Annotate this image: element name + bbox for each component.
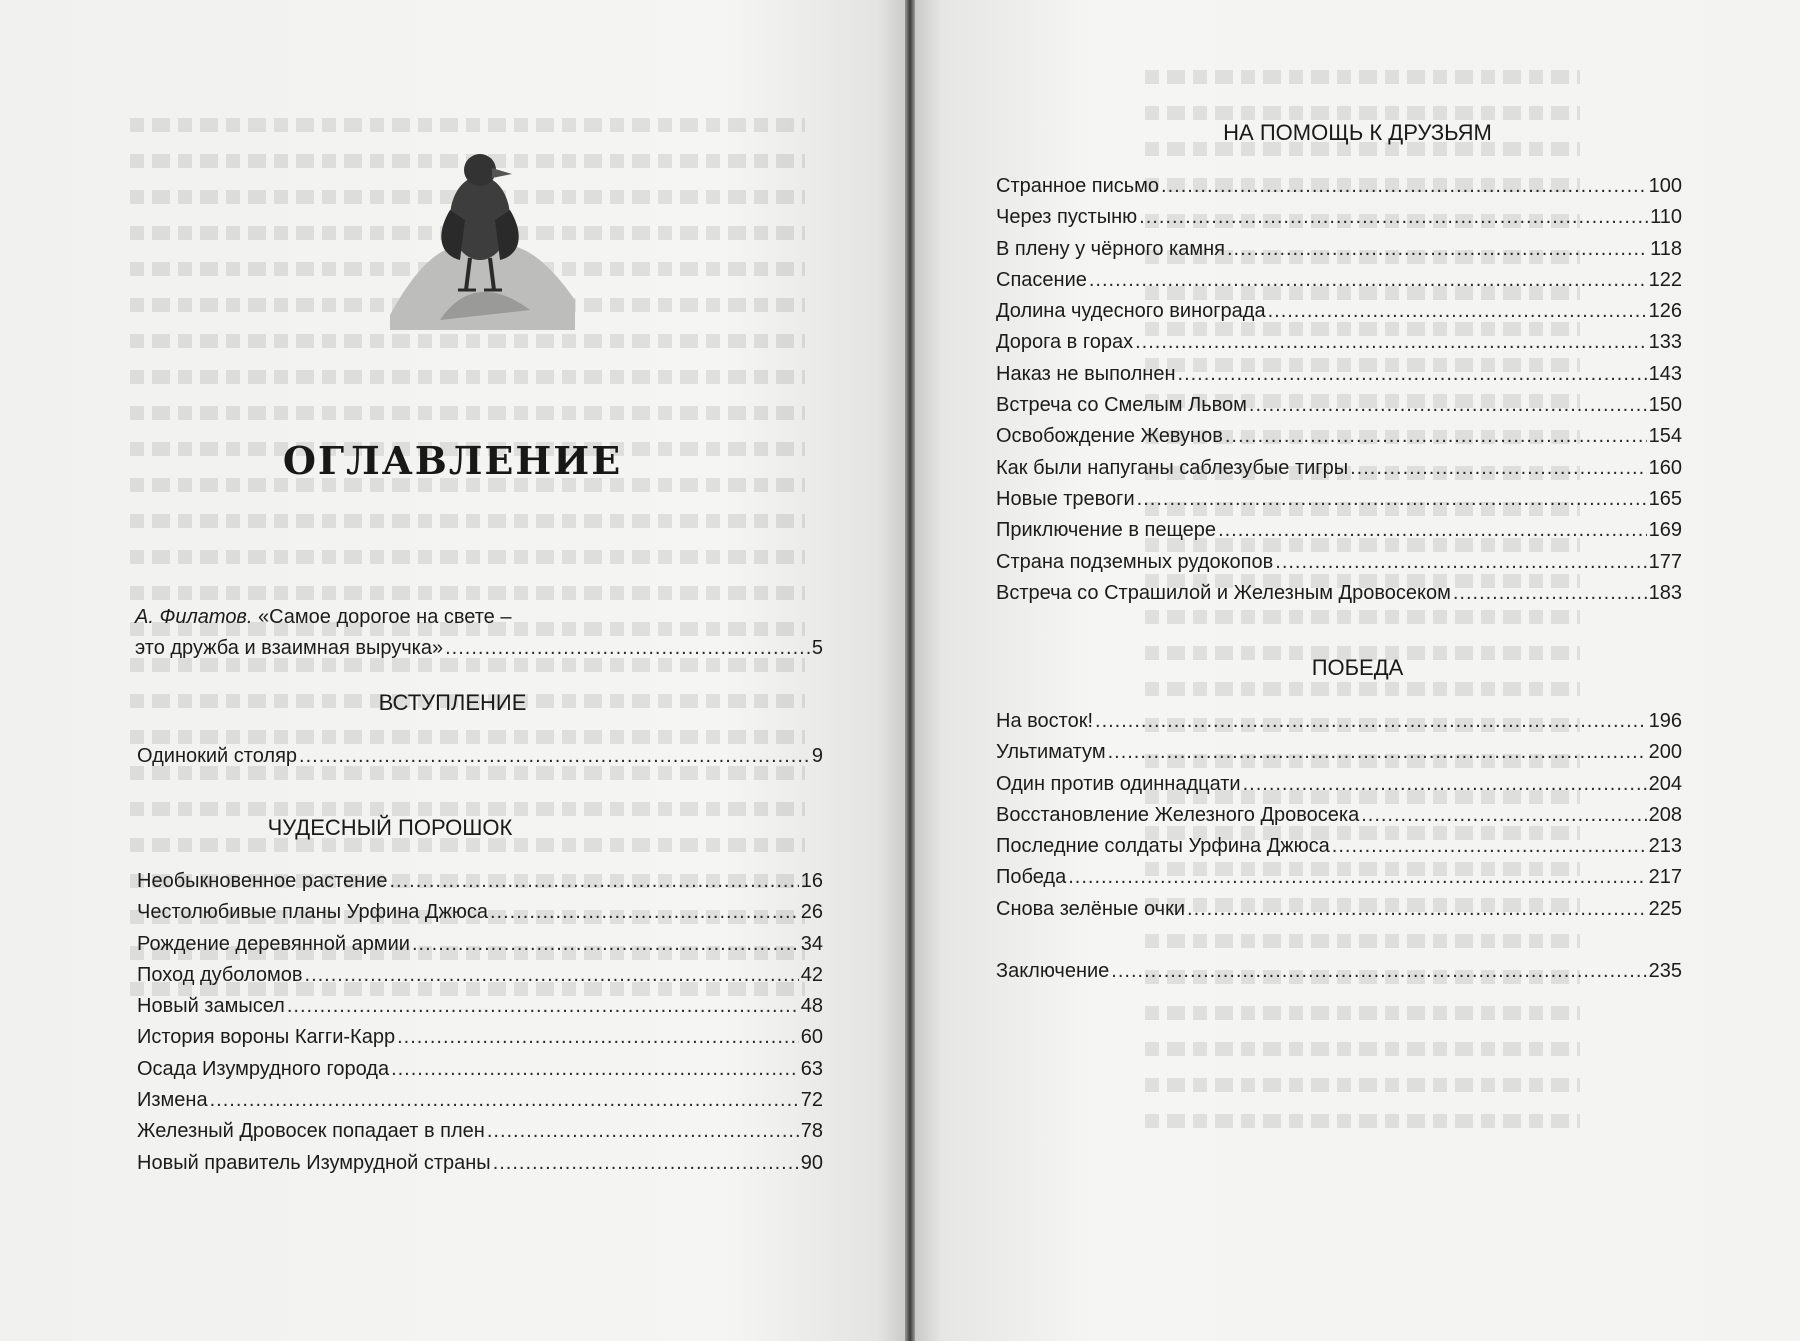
- dot-leader: [1275, 547, 1646, 578]
- toc-row: [137, 929, 823, 960]
- toc-row: [996, 515, 1682, 546]
- chapter-page: 60: [800, 1026, 823, 1049]
- toc-list: [137, 866, 823, 1179]
- toc-row: [996, 578, 1682, 609]
- chapter-page: 196: [1648, 710, 1682, 732]
- toc-row: [996, 453, 1682, 484]
- intro-title-line2: это дружба и взаимная выручка»: [135, 637, 444, 659]
- chapter-title: Встреча со Страшилой и Железным Дровосеком: [996, 581, 1451, 604]
- chapter-page: 118: [1650, 237, 1682, 260]
- chapter-title: Одинокий столяр: [137, 745, 298, 767]
- chapter-title: Необыкновенное растение: [137, 870, 388, 892]
- chapter-page: 122: [1648, 268, 1682, 291]
- dot-leader: [1218, 515, 1647, 546]
- crow-illustration: [380, 140, 580, 330]
- toc-row: [137, 866, 823, 897]
- dot-leader: [487, 1116, 799, 1147]
- chapter-page: 48: [800, 995, 823, 1018]
- chapter-page: 34: [800, 932, 823, 955]
- chapter-title: Один против одиннадцати: [996, 772, 1241, 795]
- toc-row: [996, 862, 1682, 893]
- chapter-page: 26: [800, 901, 823, 924]
- chapter-title: На восток!: [996, 710, 1094, 732]
- dot-leader: [1095, 706, 1647, 737]
- chapter-title: Освобождение Жевунов: [996, 425, 1223, 448]
- chapter-page: 90: [800, 1151, 823, 1174]
- dot-leader: [1178, 359, 1647, 390]
- chapter-title: Новый замысел: [137, 995, 285, 1018]
- conclusion-page: 235: [1648, 960, 1682, 982]
- chapter-page: 78: [800, 1120, 823, 1143]
- chapter-page: 217: [1648, 866, 1682, 889]
- dot-leader: [1068, 862, 1646, 893]
- chapter-title: Через пустыню: [996, 206, 1138, 229]
- toc-list: [137, 741, 823, 772]
- intro-author: А. Филатов.: [135, 606, 253, 628]
- toc-row: [137, 741, 823, 772]
- toc-list: [996, 171, 1682, 609]
- dot-leader: [1350, 453, 1647, 484]
- chapter-title: Восстановление Железного Дровосека: [996, 803, 1360, 826]
- dot-leader: [1187, 894, 1647, 925]
- chapter-title: Спасение: [996, 268, 1087, 291]
- dot-leader: [1135, 327, 1647, 358]
- toc-row: [996, 800, 1682, 831]
- chapter-page: 160: [1648, 456, 1682, 479]
- chapter-page: 100: [1648, 175, 1682, 197]
- chapter-title: Как были напуганы саблезубые тигры: [996, 456, 1349, 479]
- toc-list: [996, 956, 1682, 987]
- chapter-page: 143: [1648, 362, 1682, 385]
- toc-row: [996, 202, 1682, 233]
- toc-row: [996, 547, 1682, 578]
- dot-leader: [412, 929, 799, 960]
- toc-row: [137, 960, 823, 991]
- chapter-title: Ультиматум: [996, 741, 1106, 764]
- chapter-title: Рождение деревянной армии: [137, 932, 410, 955]
- dot-leader: [299, 741, 810, 772]
- chapter-title: Последние солдаты Урфина Джюса: [996, 835, 1330, 858]
- chapter-title: Новый правитель Изумрудной страны: [137, 1151, 491, 1174]
- toc-row: [996, 390, 1682, 421]
- chapter-title: Странное письмо: [996, 175, 1160, 197]
- toc-row: [137, 1022, 823, 1053]
- section-heading: ЧУДЕСНЫЙ ПОРОШОК: [267, 815, 513, 840]
- toc-row: [137, 1054, 823, 1085]
- dot-leader: [1453, 578, 1647, 609]
- dot-leader: [397, 1022, 799, 1053]
- chapter-title: Дорога в горах: [996, 331, 1134, 354]
- toc-row: [996, 327, 1682, 358]
- dot-leader: [1139, 202, 1648, 233]
- chapter-page: 213: [1648, 835, 1682, 858]
- toc-row: [996, 956, 1682, 987]
- toc-row: [996, 171, 1682, 202]
- chapter-page: 183: [1648, 581, 1682, 604]
- chapter-page: 9: [811, 745, 823, 767]
- section-heading: ПОБЕДА: [1311, 655, 1404, 680]
- chapter-title: Страна подземных рудокопов: [996, 550, 1274, 573]
- chapter-page: 154: [1648, 425, 1682, 448]
- toc-intro-entry: [135, 602, 823, 664]
- dot-leader: [1089, 265, 1647, 296]
- right-page: [915, 0, 1800, 1341]
- toc-row: [996, 265, 1682, 296]
- toc-row: [996, 769, 1682, 800]
- dot-leader: [1225, 421, 1647, 452]
- toc-row: [996, 234, 1682, 265]
- toc-row: [137, 1116, 823, 1147]
- chapter-page: 169: [1648, 519, 1682, 542]
- toc-row: [137, 1148, 823, 1179]
- dot-leader: [445, 633, 810, 664]
- chapter-title: Снова зелёные очки: [996, 897, 1186, 920]
- chapter-page: 16: [800, 870, 823, 892]
- section-heading: ВСТУПЛЕНИЕ: [378, 690, 527, 715]
- dot-leader: [1332, 831, 1647, 862]
- toc-row: [996, 894, 1682, 925]
- dot-leader: [1268, 296, 1647, 327]
- chapter-page: 42: [800, 963, 823, 986]
- chapter-title: Честолюбивые планы Урфина Джюса: [137, 901, 488, 924]
- chapter-page: 177: [1648, 550, 1682, 573]
- dot-leader: [390, 866, 799, 897]
- dot-leader: [287, 991, 799, 1022]
- dot-leader: [1249, 390, 1647, 421]
- chapter-page: 63: [800, 1057, 823, 1080]
- chapter-title: Долина чудесного винограда: [996, 300, 1266, 323]
- chapter-page: 225: [1648, 897, 1682, 920]
- chapter-page: 200: [1648, 741, 1682, 764]
- chapter-page: 110: [1650, 206, 1682, 229]
- chapter-title: Новые тревоги: [996, 487, 1135, 510]
- chapter-title: В плену у чёрного камня: [996, 237, 1225, 260]
- chapter-title: История вороны Кагги-Карр: [137, 1026, 396, 1049]
- dot-leader: [1243, 769, 1647, 800]
- chapter-page: 165: [1648, 487, 1682, 510]
- dot-leader: [1111, 956, 1646, 987]
- chapter-page: 72: [800, 1089, 823, 1112]
- intro-title-line1: «Самое дорогое на свете –: [258, 606, 512, 628]
- dot-leader: [490, 897, 799, 928]
- toc-row: [996, 421, 1682, 452]
- chapter-title: Железный Дровосек попадает в плен: [137, 1120, 485, 1143]
- chapter-title: Встреча со Смелым Львом: [996, 394, 1247, 417]
- toc-row: [137, 991, 823, 1022]
- chapter-title: Наказ не выполнен: [996, 362, 1176, 385]
- chapter-title: Победа: [996, 866, 1067, 889]
- conclusion-title: Заключение: [996, 960, 1110, 982]
- chapter-title: Поход дуболомов: [137, 963, 303, 986]
- chapter-page: 204: [1648, 772, 1682, 795]
- toc-row: [996, 359, 1682, 390]
- toc-row: [996, 706, 1682, 737]
- chapter-page: 126: [1648, 300, 1682, 323]
- dot-leader: [493, 1148, 799, 1179]
- intro-page: 5: [811, 637, 823, 659]
- dot-leader: [1161, 171, 1647, 202]
- chapter-page: 208: [1648, 803, 1682, 826]
- chapter-title: Измена: [137, 1089, 208, 1112]
- toc-row: [137, 897, 823, 928]
- toc-row: [137, 1085, 823, 1116]
- toc-row: [135, 633, 823, 664]
- dot-leader: [1361, 800, 1646, 831]
- dot-leader: [391, 1054, 799, 1085]
- dot-leader: [210, 1085, 799, 1116]
- dot-leader: [1227, 234, 1648, 265]
- dot-leader: [1137, 484, 1647, 515]
- section-heading: НА ПОМОЩЬ К ДРУЗЬЯМ: [1223, 120, 1492, 145]
- toc-list: [996, 706, 1682, 925]
- page-title: ОГЛАВЛЕНИЕ: [282, 438, 623, 483]
- book-gutter: [905, 0, 915, 1341]
- toc-row: [996, 831, 1682, 862]
- chapter-page: 150: [1648, 394, 1682, 417]
- toc-row: [996, 296, 1682, 327]
- chapter-title: Осада Изумрудного города: [137, 1057, 390, 1080]
- chapter-page: 133: [1648, 331, 1682, 354]
- toc-row: [996, 484, 1682, 515]
- toc-row: [996, 737, 1682, 768]
- chapter-title: Приключение в пещере: [996, 519, 1217, 542]
- dot-leader: [305, 960, 799, 991]
- dot-leader: [1108, 737, 1647, 768]
